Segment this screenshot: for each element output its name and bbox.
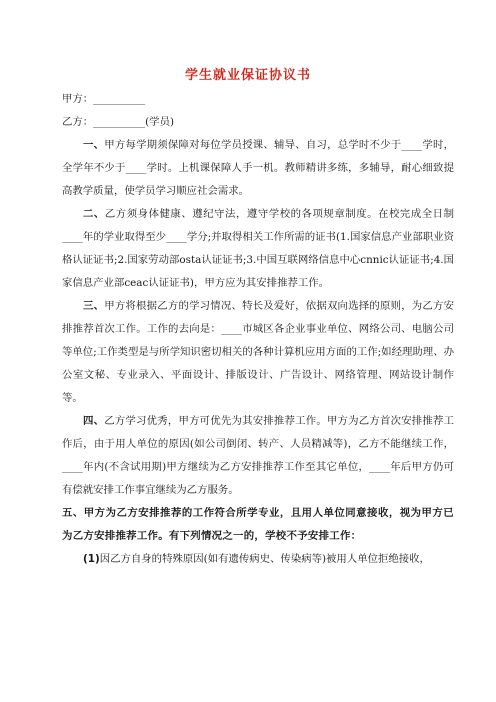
clause-2-text: 乙方须身体健康、遵纪守法，遵守学校的各项规章制度。在校完成全日制____年的学业取得至少____学分;并取得相关工作所需的证书(1.国家信息产业部职业资格认证证书;2.国家劳动部osta认证证书;3.中国互联网络信息中心cnnic认证证书;4.国家信息产业部ceac认证证书)，甲方应为其安排推荐工作。 <box>62 208 455 289</box>
clause-4-number: 四、 <box>83 415 105 427</box>
clause-4-text: 乙方学习优秀，甲方可优先为其安排推荐工作。甲方为乙方首次安排推荐工作后，由于用人单位的原因(如公司倒闭、转产、人员精减等)，乙方不能继续工作，____年内(不含试用期)甲方继续为乙方安排推荐工作至其它单位，____年后甲方仍可有偿就安排工作事宜继续为乙方服务。 <box>62 415 455 496</box>
clause-5: 五、甲方为乙方安排推荐的工作符合所学专业，且用人单位同意接收，视为甲方已为乙方安排推荐工作。有下列情况之一的，学校不予安排工作： <box>62 507 454 542</box>
party-a-line: 甲方：__________ <box>62 93 146 105</box>
clause-5-item-1 <box>62 548 454 571</box>
document-body <box>62 88 454 571</box>
item-1-text: 因乙方自身的特殊原因(如有遗传病史、传染病等)被用人单位拒绝接收， <box>99 553 430 565</box>
clause-2 <box>62 203 454 295</box>
document-title: 学生就业保证协议书 <box>184 68 311 83</box>
clause-3 <box>62 295 454 410</box>
party-b-line: 乙方：__________(学员) <box>62 116 175 128</box>
clause-3-text: 甲方将根据乙方的学习情况、特长及爱好，依据双向选择的原则，为乙方安排推荐首次工作。工作的去向是：____市城区各企业事业单位、网络公司、电脑公司等单位;工作类型是与所学知识密切相关的各种计算机应用方面的工作;如经理助理、办公室文秘、专业录入、平面设计、排版设计、广告设计、网络管理、网站设计制作等。 <box>62 300 455 404</box>
clause-3-number: 三、 <box>83 300 105 312</box>
clause-4 <box>62 410 454 502</box>
clause-1 <box>62 134 454 203</box>
clause-2-number: 二、 <box>83 208 105 220</box>
item-1-number: (1) <box>83 553 100 565</box>
clause-1-number: 一、 <box>83 139 105 151</box>
clause-1-text: 甲方每学期须保障对每位学员授课、辅导、自习，总学时不少于____学时，全学年不少于____学时。上机课保障人手一机。教师精讲多练，多辅导，耐心细致提高教学质量，使学员学习顺应社会需求。 <box>62 139 455 197</box>
